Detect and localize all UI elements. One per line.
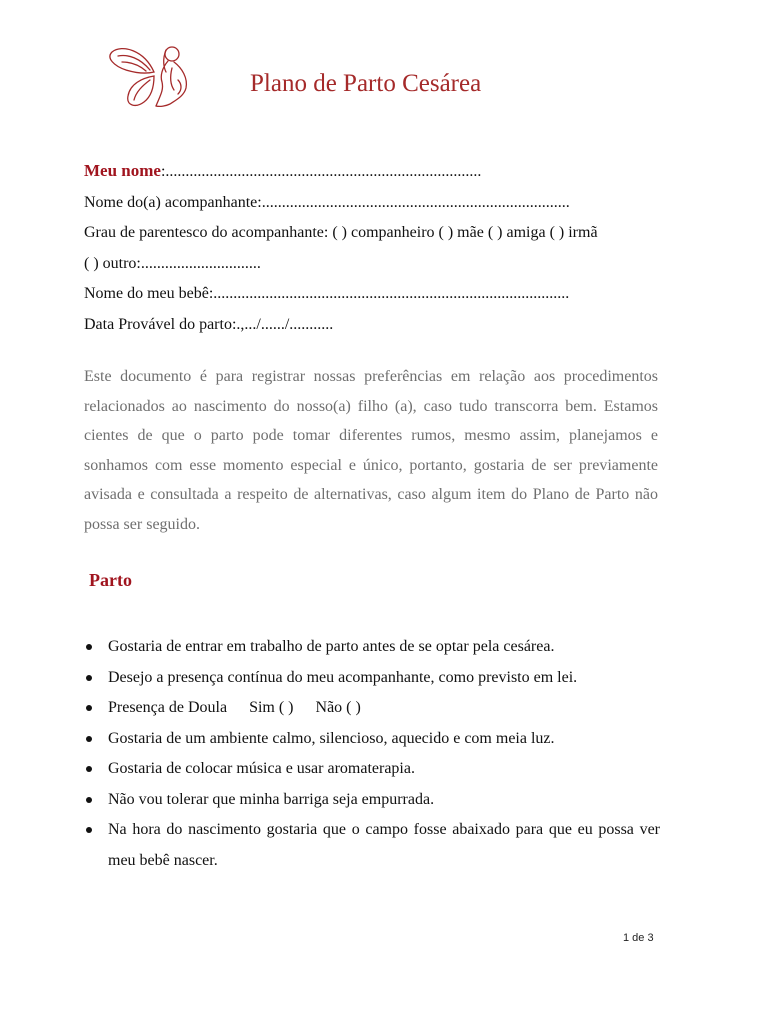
list-item-text: Gostaria de colocar música e usar aromaterapia. xyxy=(108,760,415,777)
list-item-text: Não vou tolerar que minha barriga seja empurrada. xyxy=(108,790,435,808)
companion-field: Nome do(a) acompanhante:............................................................................. xyxy=(84,193,570,211)
list-item-text: Na hora do nascimento gostaria que o campo fosse abaixado para que eu possa ver meu bebê nascer. xyxy=(108,821,660,869)
list-item xyxy=(84,693,660,724)
name-field xyxy=(84,156,684,188)
due-date-field: Data Provável do parto:.,.../....../........... xyxy=(84,315,334,333)
personal-info-fields xyxy=(84,156,684,340)
bullet-icon xyxy=(86,644,92,650)
document-title: Plano de Parto Cesárea xyxy=(250,70,482,97)
list-item xyxy=(84,724,660,755)
bullet-icon xyxy=(86,766,92,772)
list-item-text: Gostaria de entrar em trabalho de parto antes de se optar pela cesárea. xyxy=(108,638,555,655)
section-heading-parto: Parto xyxy=(89,570,132,590)
doula-no-option: Não ( ) xyxy=(315,699,361,716)
list-item xyxy=(84,663,660,694)
page-number: 1 de 3 xyxy=(623,932,654,944)
doula-yes-option: Sim ( ) xyxy=(249,699,294,716)
bullet-icon xyxy=(86,827,92,833)
name-label: Meu nome xyxy=(84,161,161,180)
list-item-text: Presença de Doula xyxy=(108,699,228,716)
baby-name-field: Nome do meu bebê:......................................................................................... xyxy=(84,285,570,302)
intro-paragraph: Este documento é para registrar nossas preferências em relação aos procedimentos relacionados ao nascimento do nosso(a) filho (a), caso tudo transcorra bem. Estamos cientes de que o parto pode tomar diferentes rumos, mesmo assim, planejamos e sonhamos com esse momento especial e único, portanto, gostaria de ser previamente avisada e consultada a respeito de alternativas, caso algum item do Plano de Parto não possa ser seguido. xyxy=(84,368,658,533)
list-item xyxy=(84,815,660,876)
bullet-icon xyxy=(86,797,92,803)
list-item-text: Desejo a presença contínua do meu acompanhante, como previsto em lei. xyxy=(108,668,578,686)
bullet-icon xyxy=(86,705,92,711)
list-item xyxy=(84,785,660,816)
butterfly-pregnant-woman-icon xyxy=(104,40,208,112)
preferences-list xyxy=(84,632,660,876)
bullet-icon xyxy=(86,675,92,681)
relationship-field: Grau de parentesco do acompanhante: ( ) companheiro ( ) mãe ( ) amiga ( ) irmã xyxy=(84,224,598,241)
list-item-text: Gostaria de um ambiente calmo, silencioso, aquecido e com meia luz. xyxy=(108,729,555,747)
name-blank: :............................................................................... xyxy=(160,163,482,180)
relationship-other-field: ( ) outro:.............................. xyxy=(84,254,261,272)
list-item xyxy=(84,632,660,663)
bullet-icon xyxy=(86,736,92,742)
list-item xyxy=(84,754,660,785)
